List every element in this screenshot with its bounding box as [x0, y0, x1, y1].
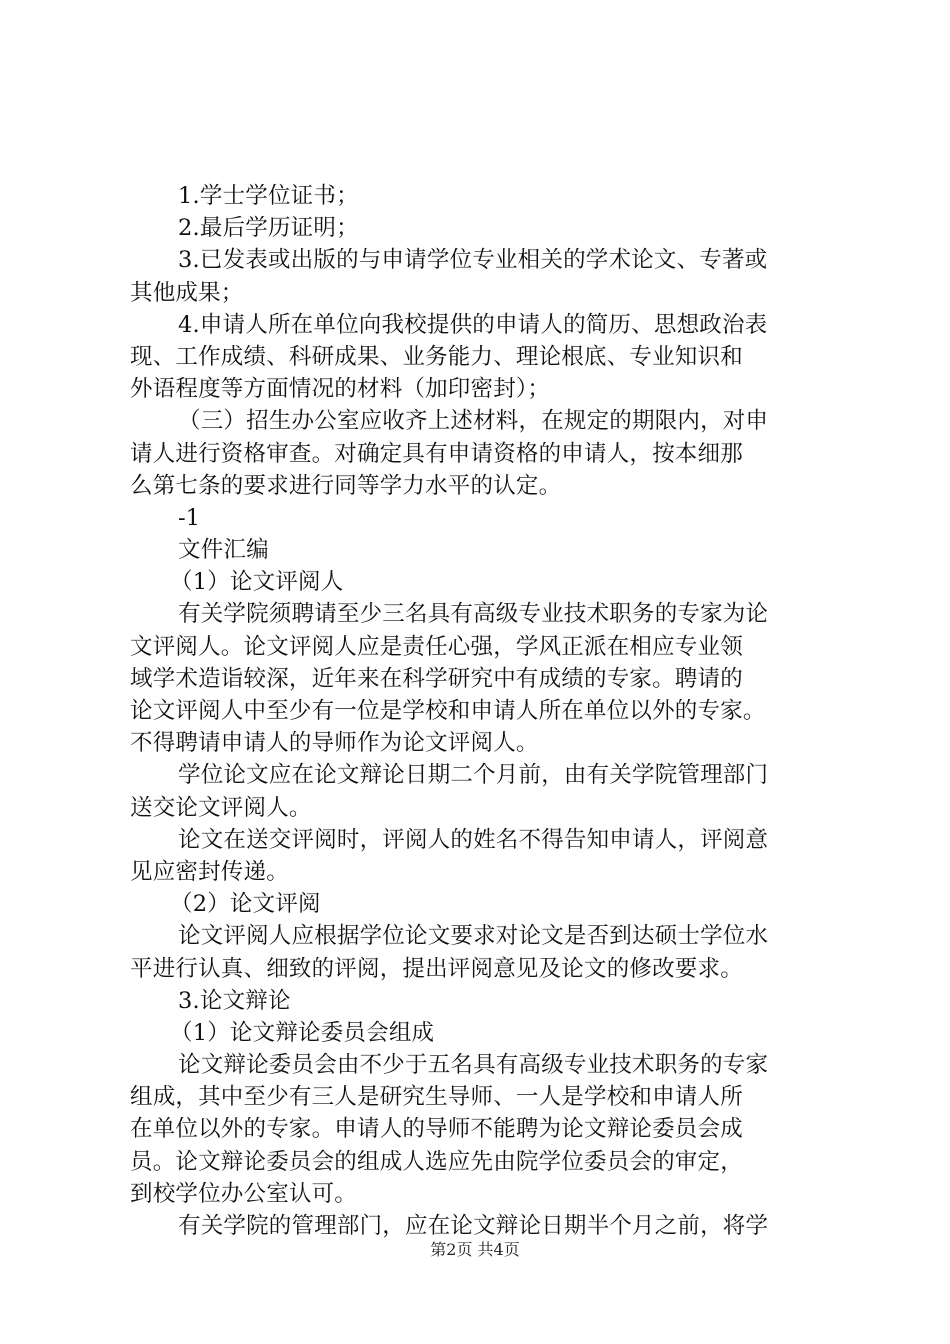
page-number-footer: 第2页 共4页 — [430, 1240, 520, 1259]
text-line: 论文在送交评阅时，评阅人的姓名不得告知申请人，评阅意 — [178, 826, 769, 853]
text-line: （2）论文评阅 — [170, 891, 321, 918]
text-line: -1 — [178, 504, 201, 531]
text-line: 学位论文应在论文辩论日期二个月前，由有关学院管理部门 — [178, 762, 769, 789]
text-line: 员。论文辩论委员会的组成人选应先由院学位委员会的审定， — [130, 1148, 743, 1175]
text-line: 请人进行资格审查。对确定具有申请资格的申请人，按本细那 — [130, 440, 743, 467]
text-line: 文件汇编 — [178, 537, 269, 564]
text-line: （1）论文辩论委员会组成 — [170, 1019, 435, 1046]
text-line: 有关学院的管理部门，应在论文辩论日期半个月之前，将学 — [178, 1213, 769, 1239]
text-line: 现、工作成绩、科研成果、业务能力、理论根底、专业知识和 — [130, 343, 743, 370]
text-line: 域学术造诣较深，近年来在科学研究中有成绩的专家。聘请的 — [130, 665, 743, 692]
text-line: 论文评阅人应根据学位论文要求对论文是否到达硕士学位水 — [178, 923, 769, 950]
text-line: 3.已发表或出版的与申请学位专业相关的学术论文、专著或 — [178, 247, 768, 274]
text-line: 其他成果； — [130, 279, 244, 306]
text-line: （1）论文评阅人 — [170, 569, 344, 596]
document-body — [130, 180, 830, 1242]
text-line: 有关学院须聘请至少三名具有高级专业技术职务的专家为论 — [178, 601, 769, 628]
text-line: 文评阅人。论文评阅人应是责任心强，学风正派在相应专业领 — [130, 633, 743, 660]
text-line: 1.学士学位证书； — [178, 183, 359, 209]
text-line: 不得聘请申请人的导师作为论文评阅人。 — [130, 730, 539, 757]
text-line: 平进行认真、细致的评阅，提出评阅意见及论文的修改要求。 — [130, 955, 743, 982]
text-line: 送交论文评阅人。 — [130, 794, 312, 821]
text-line: 3.论文辩论 — [178, 987, 291, 1014]
text-line: 2.最后学历证明； — [178, 215, 359, 242]
text-line: 外语程度等方面情况的材料（加印密封）； — [130, 376, 551, 403]
text-line: 见应密封传递。 — [130, 858, 289, 885]
text-line: 么第七条的要求进行同等学力水平的认定。 — [130, 472, 562, 499]
text-line: 在单位以外的专家。申请人的导师不能聘为论文辩论委员会成 — [130, 1116, 743, 1143]
text-line: 到校学位办公室认可。 — [130, 1180, 358, 1207]
text-line: 论文辩论委员会由不少于五名具有高级专业技术职务的专家 — [178, 1052, 769, 1079]
text-line: 4.申请人所在单位向我校提供的申请人的简历、思想政治表 — [178, 311, 768, 338]
text-line: 论文评阅人中至少有一位是学校和申请人所在单位以外的专家。 — [130, 698, 766, 724]
text-line: （三）招生办公室应收齐上述材料，在规定的期限内，对申 — [178, 408, 769, 435]
text-line: 组成，其中至少有三人是研究生导师、一人是学校和申请人所 — [130, 1084, 743, 1111]
